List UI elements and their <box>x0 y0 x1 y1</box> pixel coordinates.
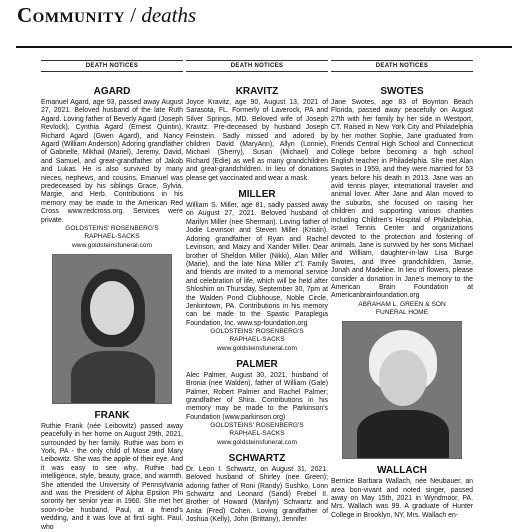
portrait-photo-frank <box>52 254 172 404</box>
section-subtitle: deaths <box>141 3 197 27</box>
section-name: Community <box>17 3 125 27</box>
funeral-home-url: www.goldsteinsfuneral.com <box>217 344 297 352</box>
notice-name: MILLER <box>238 189 276 201</box>
death-notices-label: DEATH NOTICES <box>41 60 183 72</box>
notice-agard <box>41 86 183 250</box>
funeral-home-url: www.goldsteinsfuneral.com <box>72 241 152 249</box>
funeral-home-line: FUNERAL HOME <box>375 308 429 316</box>
notice-text: William S. Miller, age 81, sadly passed away on August 27, 2021. Beloved husband of Marilyn Miller (nee Sherman). Loving father of Jodie Levinson and Steven Miller (Kristin). Adoring grandfather of Ryan and Rachel Levinson, and Maizy and Xander Miller. Dear brother of Sheldon Miller (Nikki), Alan Miller (Marie), and the late Nina Miller z"l. Family and friends are invited to a memorial service and celebration of life, which will be held after Shloshim on Thursday, September 30, 7pm at the Walden Pond Clubhouse, Noble Circle, Jenkintown, PA. Contributions in his memory can be made to the Spastic Paraplegia Foundation, Inc. www.sp-foundation.org <box>186 202 328 327</box>
death-notices-label: DEATH NOTICES <box>331 60 473 72</box>
section-title: Community / deaths <box>17 3 197 27</box>
notice-name: AGARD <box>93 86 131 97</box>
notice-swotes <box>331 86 473 317</box>
notice-name: SWOTES <box>380 86 424 97</box>
notice-name: FRANK <box>94 409 130 421</box>
notice-kravitz <box>186 86 328 183</box>
funeral-home-url: www.goldsteinsfuneral.com <box>217 438 297 446</box>
notice-name: KRAVITZ <box>235 86 279 97</box>
funeral-home-line: ABRAHAM L. GREEN & SON <box>358 300 446 308</box>
death-notices-column-3 <box>331 60 473 520</box>
notice-text: Bernice Barbara Wallach, née Neubauer, an area bon-vivant and noted singer, passed away on May 15th, 2021 in Wyndmoor, PA. Mrs. Wallach was 99. A graduate of Hunter College in Brooklyn, NY, Mrs. Wallach en- <box>331 478 473 519</box>
notice-name: SCHWARTZ <box>228 452 286 464</box>
notice-text: Joyce Kravitz, age 90, August 13, 2021 of Sarasota, FL. Formerly of Laverock, PA and Silver Springs, MD. Beloved wife of Joseph Kravitz. Pre-deceased by husband Joseph Feinstein. Sadly missed and adored by children David (MaryAnn), Allyn (Lonnie), Michael (Sherry), Susan (Michael) and Richard (Edie) as well as many grandchildren and great-grandchildren. In lieu of donations please get vaccinated and wear a mask. <box>186 99 328 182</box>
funeral-home-line: GOLDSTEINS' ROSENBERG'S <box>210 328 304 336</box>
notice-miller <box>186 189 328 353</box>
notice-name: PALMER <box>236 358 278 370</box>
funeral-home-line: GOLDSTEINS' ROSENBERG'S <box>210 422 304 430</box>
notice-text: Ruthie Frank (née Leibowitz) passed away peacefully in her home on August 29th, 2021, surrounded by her family. Ruthie was born in York, PA - the only child of Mose and Mary Leibowitz. She was the apple of their eye. And it was easy to see why. Ruthie had intelligence, style, beauty, grace, and warmth. She attended the University of Pennsylvania and was the President of Alpha Epsilon Phi sorority her senior year in 1960. She met her soon-to-be husband, Paul, at a friend's wedding, and it was love at first sight. Paul, who <box>41 422 183 531</box>
death-notices-column-2 <box>186 60 328 525</box>
funeral-home-line: RAPHAEL-SACKS <box>229 336 285 344</box>
notice-frank <box>41 410 183 532</box>
death-notices-label: DEATH NOTICES <box>186 60 328 72</box>
notice-text: Emanuel Agard, age 93, passed away August 27, 2021. Beloved husband of the late Ruth Agard. Loving father of Beverly Agard (Joseph Revlock), Cynthia Agard (Ernest Quintin), Richard Agard (Gwen Agard), and Nancy Agard (William Anderson) Adoring grandfather of Gabrielle, Mikhail (Mariel), Jeremy, David, and Samuel, and great-grandfather of Jakob and Lukas. He is also survived by many nieces, nephews, and cousins. Emanuel was predeceased by his siblings Grace, Sylvia, Margie, and Herb. Contributions in his memory may be made to the American Red Cross www.redcross.org. Services were private. <box>41 99 183 224</box>
notice-palmer <box>186 359 328 447</box>
notice-text: Dr. Leon I. Schwartz, on August 31, 2021. Beloved husband of Shirley (nee Green); adoring father of Roni (Randy) Sushko, Lonn Schwartz and Leonard (Sandi) Frebel II. Brother of Howard (Marilyn) Schwartz and Anita (Fred) Cohen. Loving grandfather of Joshua (Kelly), John (Brittany), Jennifer <box>186 465 328 524</box>
funeral-home-line: RAPHAEL-SACKS <box>84 233 140 241</box>
notice-text: Alec Palmer, August 30, 2021, husband of Bronia (nee Walden), father of William (Gale) Palmer, Robert Palmer and Rachel Palmer; grandfather of Shira. Contributions in his memory may be made to the Parkinson's Foundation (www.parkinson.org) <box>186 371 328 421</box>
funeral-home-line: RAPHAEL-SACKS <box>229 430 285 438</box>
notice-schwartz <box>186 453 328 525</box>
portrait-photo-wallach <box>342 321 462 459</box>
notice-text: Jane Swotes, age 83 of Boynton Beach Florida, passed away peacefully on August 27th with her family by her side in Westport, CT. Raised in New York City and Philadelphia by her mother Sophie, Jane graduated from Friends Central High School and Connecticut College before becoming a high school English teacher in Philadelphia. She met Alan Swotes in 1959, and they were married for 53 years before his death in 2013. Jane was an avid tennis player, international traveler and animal lover. After Jane and Alan moved to the suburbs, she focused on raising her children and supporting various charities including Children's Hospital of Philadelphia, Israel Tennis Center and organizations devoted to the protection and fostering of animals. Jane is survived by her sons Michael and William, daughter-in-law Lisa Burge Swotes, and three grandchildren, Jamie, Jonah and Madeline. In lieu of flowers, please consider a donation in Jane's memory to the American Brain Foundation at Americanbrainfoundation.org <box>331 99 473 300</box>
funeral-home-line: GOLDSTEINS' ROSENBERG'S <box>65 225 159 233</box>
notice-name: WALLACH <box>377 465 427 477</box>
header-rule <box>16 46 512 48</box>
death-notices-column-1 <box>41 60 183 532</box>
